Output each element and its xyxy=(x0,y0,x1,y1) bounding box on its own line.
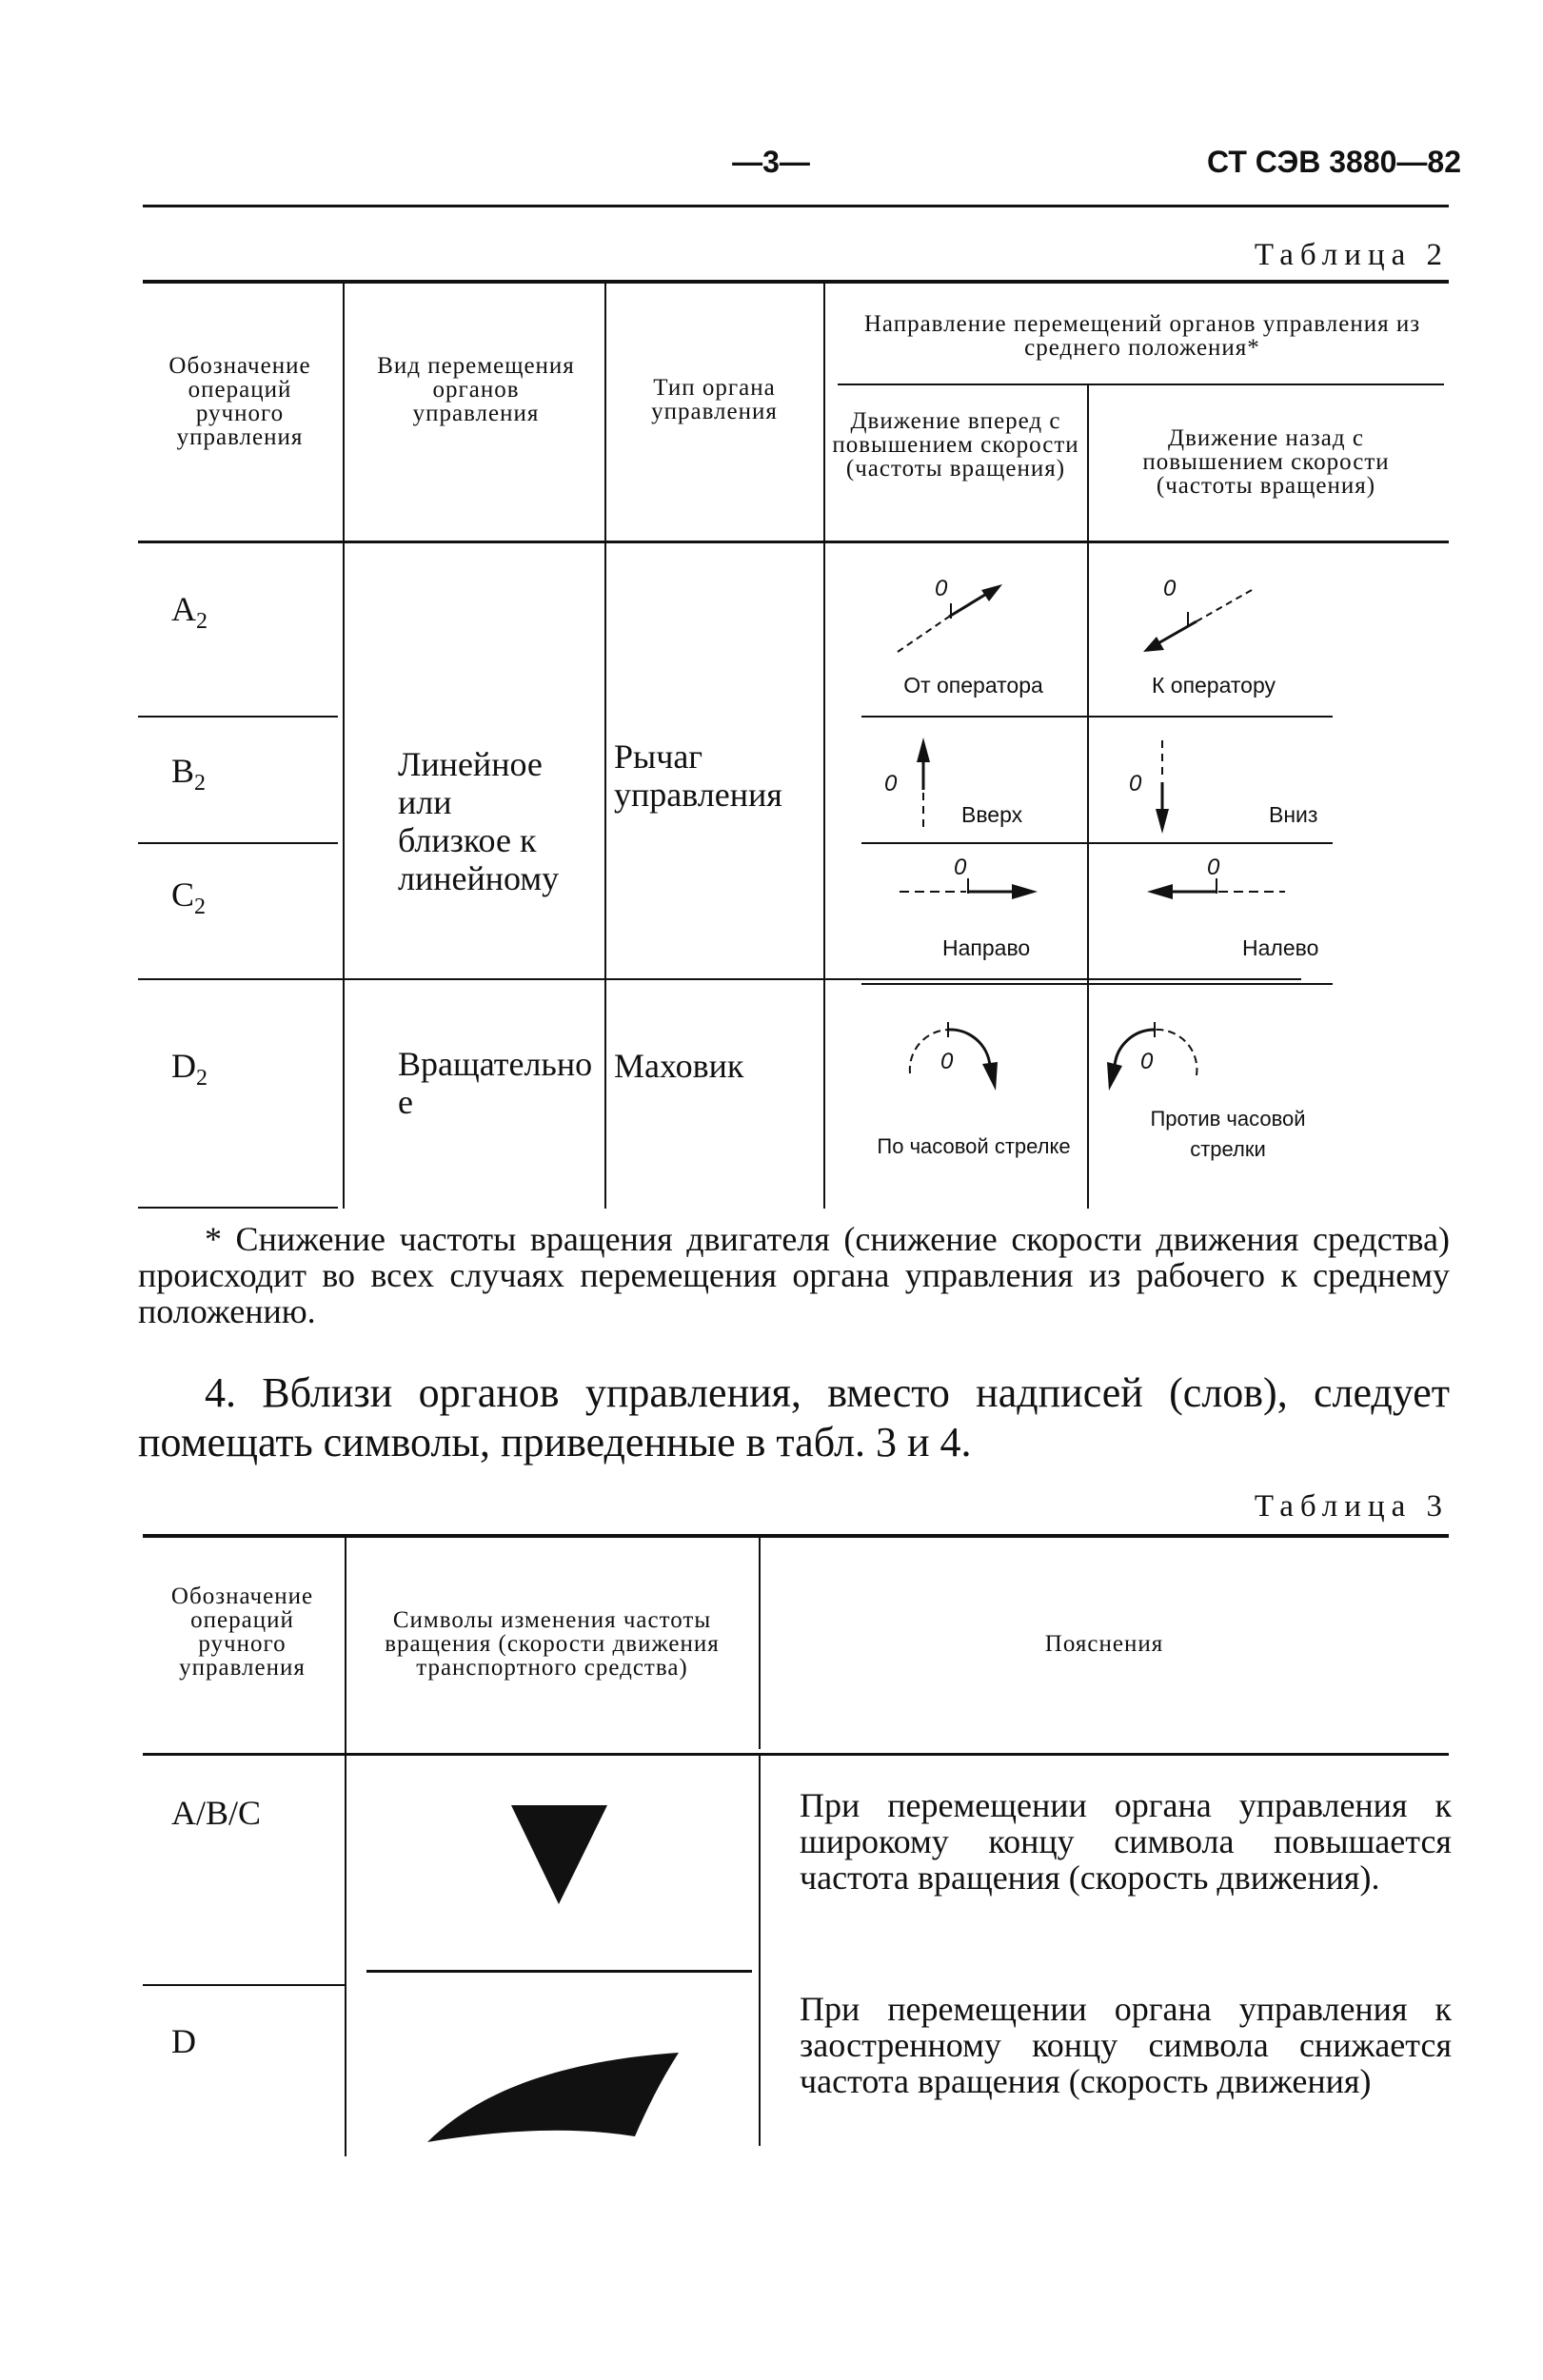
curved-wedge-icon xyxy=(424,2051,681,2146)
zero-mark: 0 xyxy=(954,855,967,880)
table2-col-line-1 xyxy=(343,284,345,1209)
table3-explanation-1: При перемещении органа управления к широкому концу символа повышается частота вращения (скорость движения). xyxy=(800,1786,1452,1897)
zero-mark: 0 xyxy=(940,1049,954,1074)
clockwise-label: По часовой стрелке xyxy=(877,1134,1071,1158)
row-code-a2: $A_2$ xyxy=(171,590,208,635)
table2-header-control-type: Тип органа управления xyxy=(651,375,778,424)
table3-header-rule xyxy=(143,1753,1449,1756)
table2-header-designation: Обозначение операций ручного управления xyxy=(168,353,311,450)
clockwise-arrow xyxy=(902,1016,1007,1092)
zero-mark: 0 xyxy=(1163,576,1177,601)
table3-row-rule-symbol xyxy=(366,1970,752,1973)
table2-header-movement-type: Вид перемещения органов управления xyxy=(377,353,575,426)
down-arrow xyxy=(1148,740,1177,836)
table3-explanation-2: При перемещении органа управления к заостренному концу символа снижается частота вращения (скорость движения) xyxy=(800,1990,1452,2100)
table2-row-rule-a-sym xyxy=(861,716,1333,718)
table3-header-symbols: Символы изменения частоты вращения (скорости движения транспортного средства) xyxy=(385,1607,720,1681)
right-arrow xyxy=(900,871,1042,909)
table3-row-code-d: D xyxy=(171,2022,196,2060)
table2-top-rule xyxy=(143,280,1449,284)
header-rule xyxy=(143,205,1449,207)
away-from-operator-arrow xyxy=(890,580,1023,657)
table2-row-rule-c-sym xyxy=(861,983,1333,985)
table2-col-line-4 xyxy=(1087,385,1089,1209)
table2-row-rule-a xyxy=(138,716,338,718)
table3-header-designation: Обозначение операций ручного управления xyxy=(170,1583,314,1681)
table3-top-rule xyxy=(143,1534,1449,1538)
table3-row-code-abc: A/B/C xyxy=(171,1794,262,1832)
handwheel-text: Маховик xyxy=(614,1047,744,1085)
left-label: Налево xyxy=(1242,935,1319,960)
table2-row-rule-b xyxy=(138,842,338,844)
right-label: Направо xyxy=(942,935,1031,960)
row-code-b2: $B_2$ xyxy=(171,752,207,797)
up-arrow xyxy=(909,738,938,833)
table2-header-direction: Направление перемещений органов управления из среднего положения* xyxy=(863,311,1421,361)
counterclockwise-label: Против часовой стрелки xyxy=(1150,1107,1306,1161)
towards-operator-label: К оператору xyxy=(1151,673,1276,698)
zero-mark: 0 xyxy=(1129,771,1142,797)
table2-col-line-3 xyxy=(823,284,825,1209)
table3-caption: Таблица 3 xyxy=(1254,1489,1449,1524)
linear-movement-text: Линейное или близкое к линейному xyxy=(398,745,560,897)
down-label: Вниз xyxy=(1269,802,1318,827)
towards-operator-arrow xyxy=(1137,585,1261,657)
table2-caption: Таблица 2 xyxy=(1254,238,1449,272)
row-code-c2: $C_2$ xyxy=(171,875,207,920)
table3-col-line-1 xyxy=(345,1538,346,2156)
table2-col-line-2 xyxy=(604,284,606,1209)
paragraph-4: 4. Вблизи органов управления, вместо надписей (слов), следует помещать символы, приведенные в табл. 3 и 4. xyxy=(138,1369,1450,1465)
table2-row-rule-b-sym xyxy=(861,842,1333,844)
table3-col-line-3 xyxy=(759,1756,761,2146)
zero-mark: 0 xyxy=(1140,1049,1154,1074)
table2-direction-rule xyxy=(838,384,1444,385)
footnote: * Снижение частоты вращения двигателя (снижение скорости движения средства) происходит во всех случаях перемещения органа управления из рабочего к среднему положению. xyxy=(138,1220,1450,1330)
table3-row-rule-left xyxy=(143,1984,345,1986)
table3-col-line-2 xyxy=(759,1538,761,1749)
zero-mark: 0 xyxy=(935,576,948,601)
table2-header-rule xyxy=(138,541,1449,543)
up-label: Вверх xyxy=(961,802,1023,827)
table2-header-forward: Движение вперед с повышением скорости (частоты вращения) xyxy=(832,408,1079,482)
rotational-movement-text: Вращательное xyxy=(398,1045,593,1121)
table2-row-rule-c xyxy=(138,978,1301,980)
table3-header-explanations: Пояснения xyxy=(1044,1631,1164,1657)
standard-code: СТ СЭВ 3880—82 xyxy=(1207,145,1461,179)
zero-mark: 0 xyxy=(884,771,898,797)
triangle-down-icon xyxy=(509,1803,609,1908)
table2-bottom-rule xyxy=(138,1207,338,1209)
away-from-operator-label: От оператора xyxy=(903,673,1043,698)
page-number: —3— xyxy=(732,145,810,179)
zero-mark: 0 xyxy=(1207,855,1220,880)
row-code-d2: $D_2$ xyxy=(171,1047,208,1092)
lever-text: Рычаг управления xyxy=(614,738,782,814)
table2-header-backward: Движение назад с повышением скорости (частоты вращения) xyxy=(1142,425,1390,499)
